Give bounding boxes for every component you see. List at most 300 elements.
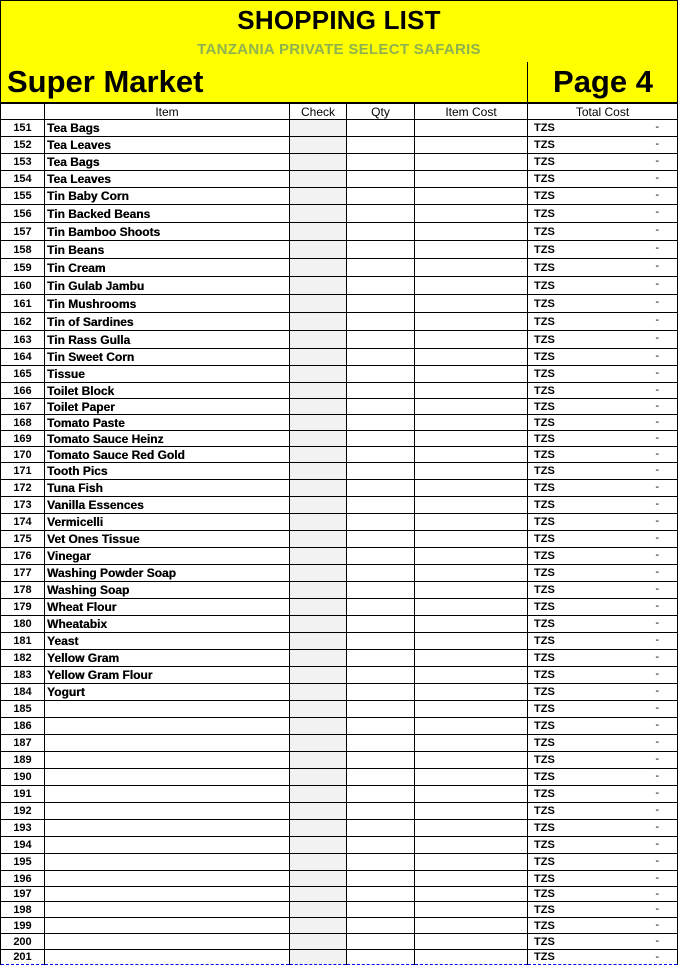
qty-cell[interactable]: [347, 480, 415, 497]
check-cell[interactable]: [290, 154, 347, 171]
item-cost-cell[interactable]: [415, 548, 528, 565]
item-cost-cell[interactable]: [415, 313, 528, 331]
item-name: Yellow Gram Flour: [45, 667, 290, 684]
item-cost-cell[interactable]: [415, 854, 528, 871]
total-value: -: [655, 617, 659, 629]
qty-cell[interactable]: [347, 667, 415, 684]
total-cost-cell: [528, 259, 678, 277]
item-cost-cell[interactable]: [415, 447, 528, 463]
total-cost-cell: [528, 633, 678, 650]
table-row: [1, 565, 678, 582]
total-cost-cell: [528, 188, 678, 205]
total-value: -: [655, 855, 659, 867]
qty-cell[interactable]: [347, 171, 415, 188]
qty-cell[interactable]: [347, 295, 415, 313]
currency-label: TZS: [534, 601, 555, 613]
qty-cell[interactable]: [347, 497, 415, 514]
check-cell[interactable]: [290, 718, 347, 735]
item-name: Tomato Paste: [45, 415, 290, 431]
table-row: [1, 582, 678, 599]
currency-label: TZS: [534, 333, 555, 346]
qty-cell[interactable]: [347, 752, 415, 769]
column-header-row: [1, 104, 678, 120]
column-header-item-cost: Item Cost: [415, 104, 528, 120]
currency-label: TZS: [534, 351, 555, 363]
qty-cell[interactable]: [347, 331, 415, 349]
store-name: Super Market: [7, 64, 204, 99]
item-cost-cell[interactable]: [415, 599, 528, 616]
total-cost-cell: [528, 650, 678, 667]
qty-cell[interactable]: [347, 950, 415, 965]
item-cost-cell[interactable]: [415, 531, 528, 548]
total-value: -: [655, 821, 659, 833]
row-number: 177: [1, 565, 45, 582]
qty-cell[interactable]: [347, 463, 415, 480]
currency-label: TZS: [534, 951, 555, 963]
total-value: -: [655, 651, 659, 663]
total-value: -: [655, 498, 659, 510]
table-row: [1, 769, 678, 786]
item-cost-cell[interactable]: [415, 718, 528, 735]
row-number: 153: [1, 154, 45, 171]
check-cell[interactable]: [290, 934, 347, 950]
item-cost-cell[interactable]: [415, 918, 528, 934]
check-cell[interactable]: [290, 480, 347, 497]
table-row: [1, 854, 678, 871]
check-cell[interactable]: [290, 349, 347, 366]
total-value: -: [655, 155, 659, 167]
total-cost-cell: [528, 548, 678, 565]
item-cost-cell[interactable]: [415, 820, 528, 837]
qty-cell[interactable]: [347, 137, 415, 154]
item-cost-cell[interactable]: [415, 667, 528, 684]
row-number: 194: [1, 837, 45, 854]
qty-cell[interactable]: [347, 277, 415, 295]
total-cost-cell: [528, 415, 678, 431]
row-number: 155: [1, 188, 45, 205]
qty-cell[interactable]: [347, 902, 415, 918]
item-cost-cell[interactable]: [415, 650, 528, 667]
total-cost-cell: [528, 497, 678, 514]
check-cell[interactable]: [290, 887, 347, 902]
item-name: Tin Bamboo Shoots: [45, 223, 290, 241]
item-name: Tomato Sauce Heinz: [45, 431, 290, 447]
total-value: -: [655, 736, 659, 748]
qty-cell[interactable]: [347, 582, 415, 599]
row-number: 183: [1, 667, 45, 684]
item-name: Tea Leaves: [45, 137, 290, 154]
qty-cell[interactable]: [347, 633, 415, 650]
item-cost-cell[interactable]: [415, 120, 528, 137]
item-name: [45, 902, 290, 918]
title-band: [0, 0, 678, 63]
total-value: -: [655, 903, 659, 915]
item-name: [45, 950, 290, 965]
row-number: 170: [1, 447, 45, 463]
item-cost-cell[interactable]: [415, 205, 528, 223]
total-value: -: [655, 719, 659, 731]
item-name: Yellow Gram: [45, 650, 290, 667]
check-cell[interactable]: [290, 463, 347, 480]
check-cell[interactable]: [290, 950, 347, 965]
total-cost-cell: [528, 667, 678, 684]
total-value: -: [655, 919, 659, 931]
item-cost-cell[interactable]: [415, 241, 528, 259]
currency-label: TZS: [534, 686, 555, 698]
row-number: 160: [1, 277, 45, 295]
total-value: -: [655, 278, 659, 290]
item-cost-cell[interactable]: [415, 514, 528, 531]
item-cost-cell[interactable]: [415, 803, 528, 820]
item-cost-cell[interactable]: [415, 786, 528, 803]
table-row: [1, 934, 678, 950]
table-row: [1, 650, 678, 667]
qty-cell[interactable]: [347, 514, 415, 531]
total-cost-cell: [528, 701, 678, 718]
table-row: [1, 633, 678, 650]
item-cost-cell[interactable]: [415, 633, 528, 650]
check-cell[interactable]: [290, 837, 347, 854]
check-cell[interactable]: [290, 565, 347, 582]
item-cost-cell[interactable]: [415, 735, 528, 752]
item-cost-cell[interactable]: [415, 399, 528, 415]
item-cost-cell[interactable]: [415, 934, 528, 950]
total-value: -: [655, 804, 659, 816]
table-row: [1, 531, 678, 548]
item-cost-cell[interactable]: [415, 415, 528, 431]
table-row: [1, 241, 678, 259]
check-cell[interactable]: [290, 902, 347, 918]
check-cell[interactable]: [290, 120, 347, 137]
check-cell[interactable]: [290, 735, 347, 752]
item-name: Vanilla Essences: [45, 497, 290, 514]
row-number: 185: [1, 701, 45, 718]
row-number: 201: [1, 950, 45, 965]
check-cell[interactable]: [290, 548, 347, 565]
total-cost-cell: [528, 786, 678, 803]
check-cell[interactable]: [290, 633, 347, 650]
item-cost-cell[interactable]: [415, 950, 528, 965]
check-cell[interactable]: [290, 313, 347, 331]
total-cost-cell: [528, 887, 678, 902]
currency-label: TZS: [534, 720, 555, 732]
check-cell[interactable]: [290, 277, 347, 295]
check-cell[interactable]: [290, 786, 347, 803]
qty-cell[interactable]: [347, 415, 415, 431]
item-cost-cell[interactable]: [415, 497, 528, 514]
item-name: Tin Backed Beans: [45, 205, 290, 223]
check-cell[interactable]: [290, 137, 347, 154]
total-cost-cell: [528, 582, 678, 599]
total-value: -: [655, 838, 659, 850]
table-row: [1, 871, 678, 887]
check-cell[interactable]: [290, 582, 347, 599]
qty-cell[interactable]: [347, 383, 415, 399]
item-name: Tin Sweet Corn: [45, 349, 290, 366]
row-number: 167: [1, 399, 45, 415]
row-number: 196: [1, 871, 45, 887]
check-cell[interactable]: [290, 295, 347, 313]
item-cost-cell[interactable]: [415, 171, 528, 188]
item-name: [45, 735, 290, 752]
qty-cell[interactable]: [347, 684, 415, 701]
item-name: Tin Rass Gulla: [45, 331, 290, 349]
qty-cell[interactable]: [347, 650, 415, 667]
total-value: -: [655, 753, 659, 765]
item-cost-cell[interactable]: [415, 582, 528, 599]
item-cost-cell[interactable]: [415, 366, 528, 383]
total-cost-cell: [528, 837, 678, 854]
qty-cell[interactable]: [347, 399, 415, 415]
currency-label: TZS: [534, 669, 555, 681]
total-cost-cell: [528, 531, 678, 548]
table-row: [1, 137, 678, 154]
check-cell[interactable]: [290, 820, 347, 837]
qty-cell[interactable]: [347, 154, 415, 171]
item-cost-cell[interactable]: [415, 902, 528, 918]
total-cost-cell: [528, 735, 678, 752]
item-cost-cell[interactable]: [415, 383, 528, 399]
qty-cell[interactable]: [347, 565, 415, 582]
check-cell[interactable]: [290, 399, 347, 415]
total-value: -: [655, 224, 659, 236]
table-row: [1, 950, 678, 965]
currency-label: TZS: [534, 243, 555, 256]
column-header-item: Item: [45, 104, 290, 120]
currency-label: TZS: [534, 856, 555, 868]
qty-cell[interactable]: [347, 854, 415, 871]
check-cell[interactable]: [290, 497, 347, 514]
item-cost-cell[interactable]: [415, 259, 528, 277]
item-name: [45, 887, 290, 902]
item-name: [45, 752, 290, 769]
total-cost-cell: [528, 137, 678, 154]
sheet-title: SHOPPING LIST: [237, 5, 441, 35]
check-cell[interactable]: [290, 752, 347, 769]
row-number: 175: [1, 531, 45, 548]
total-cost-cell: [528, 684, 678, 701]
item-name: [45, 769, 290, 786]
check-cell[interactable]: [290, 331, 347, 349]
total-cost-cell: [528, 366, 678, 383]
qty-cell[interactable]: [347, 803, 415, 820]
qty-cell[interactable]: [347, 887, 415, 902]
item-name: Tissue: [45, 366, 290, 383]
item-cost-cell[interactable]: [415, 837, 528, 854]
qty-cell[interactable]: [347, 934, 415, 950]
table-row: [1, 599, 678, 616]
qty-cell[interactable]: [347, 120, 415, 137]
check-cell[interactable]: [290, 599, 347, 616]
item-cost-cell[interactable]: [415, 277, 528, 295]
item-cost-cell[interactable]: [415, 752, 528, 769]
item-cost-cell[interactable]: [415, 701, 528, 718]
qty-cell[interactable]: [347, 259, 415, 277]
check-cell[interactable]: [290, 223, 347, 241]
currency-label: TZS: [534, 872, 555, 885]
row-number: 192: [1, 803, 45, 820]
item-cost-cell[interactable]: [415, 223, 528, 241]
row-number: 199: [1, 918, 45, 934]
total-value: -: [655, 260, 659, 272]
currency-label: TZS: [534, 122, 555, 134]
row-number: 157: [1, 223, 45, 241]
row-number: 151: [1, 120, 45, 137]
item-cost-cell[interactable]: [415, 331, 528, 349]
check-cell[interactable]: [290, 447, 347, 463]
item-cost-cell[interactable]: [415, 769, 528, 786]
currency-label: TZS: [534, 297, 555, 310]
row-number: 171: [1, 463, 45, 480]
check-cell[interactable]: [290, 871, 347, 887]
total-cost-cell: [528, 154, 678, 171]
currency-label: TZS: [534, 888, 555, 900]
currency-label: TZS: [534, 903, 555, 916]
qty-cell[interactable]: [347, 718, 415, 735]
row-number: 191: [1, 786, 45, 803]
qty-cell[interactable]: [347, 447, 415, 463]
check-cell[interactable]: [290, 514, 347, 531]
check-cell[interactable]: [290, 684, 347, 701]
table-row: [1, 313, 678, 331]
qty-cell[interactable]: [347, 188, 415, 205]
row-number: 197: [1, 887, 45, 902]
item-cost-cell[interactable]: [415, 565, 528, 582]
total-value: -: [655, 384, 659, 396]
check-cell[interactable]: [290, 205, 347, 223]
item-cost-cell[interactable]: [415, 295, 528, 313]
check-cell[interactable]: [290, 667, 347, 684]
qty-cell[interactable]: [347, 431, 415, 447]
check-cell[interactable]: [290, 171, 347, 188]
item-cost-cell[interactable]: [415, 431, 528, 447]
check-cell[interactable]: [290, 854, 347, 871]
currency-label: TZS: [534, 416, 555, 429]
item-cost-cell[interactable]: [415, 463, 528, 480]
total-value: -: [655, 583, 659, 595]
check-cell[interactable]: [290, 366, 347, 383]
qty-cell[interactable]: [347, 599, 415, 616]
item-name: Washing Soap: [45, 582, 290, 599]
table-row: [1, 205, 678, 223]
item-cost-cell[interactable]: [415, 188, 528, 205]
check-cell[interactable]: [290, 803, 347, 820]
qty-cell[interactable]: [347, 786, 415, 803]
qty-cell[interactable]: [347, 531, 415, 548]
currency-label: TZS: [534, 771, 555, 783]
total-cost-cell: [528, 205, 678, 223]
qty-cell[interactable]: [347, 616, 415, 633]
total-value: -: [655, 951, 659, 963]
qty-cell[interactable]: [347, 313, 415, 331]
table-row: [1, 277, 678, 295]
table-row: [1, 752, 678, 769]
item-cost-cell[interactable]: [415, 684, 528, 701]
item-name: Tin Gulab Jambu: [45, 277, 290, 295]
currency-label: TZS: [534, 156, 555, 168]
check-cell[interactable]: [290, 415, 347, 431]
check-cell[interactable]: [290, 616, 347, 633]
qty-cell[interactable]: [347, 871, 415, 887]
table-row: [1, 667, 678, 684]
item-name: Tea Leaves: [45, 171, 290, 188]
check-cell[interactable]: [290, 188, 347, 205]
qty-cell[interactable]: [347, 735, 415, 752]
qty-cell[interactable]: [347, 223, 415, 241]
total-cost-cell: [528, 431, 678, 447]
check-cell[interactable]: [290, 918, 347, 934]
check-cell[interactable]: [290, 650, 347, 667]
row-number: 159: [1, 259, 45, 277]
check-cell[interactable]: [290, 383, 347, 399]
qty-cell[interactable]: [347, 701, 415, 718]
qty-cell[interactable]: [347, 366, 415, 383]
currency-label: TZS: [534, 432, 555, 445]
item-name: [45, 803, 290, 820]
item-cost-cell[interactable]: [415, 480, 528, 497]
total-cost-cell: [528, 950, 678, 965]
item-cost-cell[interactable]: [415, 871, 528, 887]
qty-cell[interactable]: [347, 205, 415, 223]
qty-cell[interactable]: [347, 241, 415, 259]
check-cell[interactable]: [290, 769, 347, 786]
qty-cell[interactable]: [347, 837, 415, 854]
check-cell[interactable]: [290, 259, 347, 277]
qty-cell[interactable]: [347, 548, 415, 565]
currency-label: TZS: [534, 935, 555, 948]
item-cost-cell[interactable]: [415, 349, 528, 366]
total-value: -: [655, 532, 659, 544]
row-number: 152: [1, 137, 45, 154]
table-row: [1, 259, 678, 277]
item-name: Washing Powder Soap: [45, 565, 290, 582]
total-value: -: [655, 121, 659, 133]
qty-cell[interactable]: [347, 820, 415, 837]
check-cell[interactable]: [290, 531, 347, 548]
total-value: -: [655, 242, 659, 254]
total-cost-cell: [528, 331, 678, 349]
row-number: 198: [1, 902, 45, 918]
table-row: [1, 463, 678, 480]
row-number: 179: [1, 599, 45, 616]
check-cell[interactable]: [290, 241, 347, 259]
row-number: 195: [1, 854, 45, 871]
item-name: Tin Mushrooms: [45, 295, 290, 313]
item-cost-cell[interactable]: [415, 137, 528, 154]
row-number: 200: [1, 934, 45, 950]
item-name: Wheat Flour: [45, 599, 290, 616]
row-number: 173: [1, 497, 45, 514]
qty-cell[interactable]: [347, 769, 415, 786]
qty-cell[interactable]: [347, 918, 415, 934]
qty-cell[interactable]: [347, 349, 415, 366]
table-row: [1, 154, 678, 171]
item-name: [45, 701, 290, 718]
item-cost-cell[interactable]: [415, 154, 528, 171]
currency-label: TZS: [534, 652, 555, 664]
total-value: -: [655, 367, 659, 379]
check-cell[interactable]: [290, 431, 347, 447]
item-cost-cell[interactable]: [415, 887, 528, 902]
total-cost-cell: [528, 399, 678, 415]
item-cost-cell[interactable]: [415, 616, 528, 633]
total-cost-cell: [528, 616, 678, 633]
currency-label: TZS: [534, 805, 555, 817]
item-name: [45, 871, 290, 887]
check-cell[interactable]: [290, 701, 347, 718]
item-name: Tin Cream: [45, 259, 290, 277]
item-name: [45, 820, 290, 837]
